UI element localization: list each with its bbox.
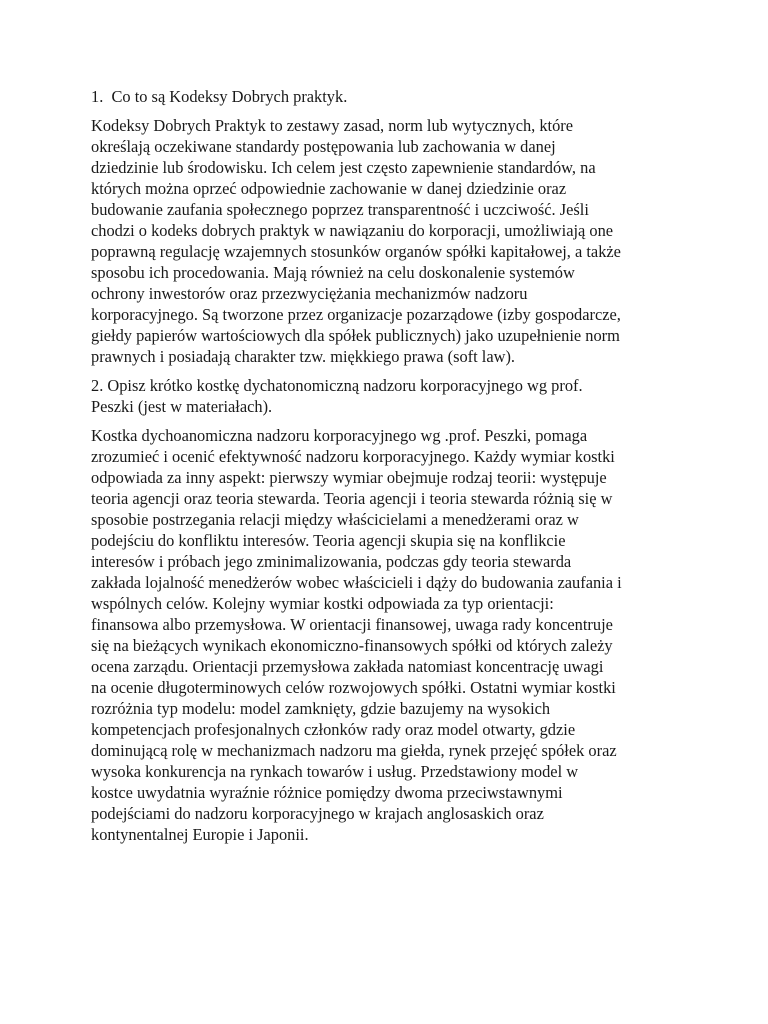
answer-line: interesów i próbach jego zminimalizowania, podczas gdy teoria stewarda [91, 552, 572, 571]
answer-line: Kodeksy Dobrych Praktyk to zestawy zasad, norm lub wytycznych, które [91, 116, 574, 135]
answer-line: wysoka konkurencja na rynkach towarów i usług. Przedstawiony model w [91, 762, 579, 781]
answer-line: teoria agencji oraz teoria stewarda. Teoria agencji i teoria stewarda różnią się w [91, 489, 613, 508]
answer-line: podejściu do konfliktu interesów. Teoria agencji skupia się na konflikcie [91, 531, 566, 550]
answer-line: ochrony inwestorów oraz przezwyciężania mechanizmów nadzoru [91, 284, 528, 303]
answer-line: kompetencjach profesjonalnych członków rady oraz model otwarty, gdzie [91, 720, 576, 739]
question-2-heading-line: 2. Opisz krótko kostkę dychatonomiczną nadzoru korporacyjnego wg prof. [91, 376, 583, 395]
answer-line: określają oczekiwane standardy postępowania lub zachowania w danej [91, 137, 556, 156]
answer-line: rozróżnia typ modelu: model zamknięty, gdzie bazujemy na wysokich [91, 699, 551, 718]
answer-line: sposobie postrzegania relacji między właścicielami a menedżerami oraz w [91, 510, 579, 529]
answer-line: sposobu ich procedowania. Mają również na celu doskonalenie systemów [91, 263, 575, 282]
document-page [91, 86, 683, 853]
answer-line: kontynentalnej Europie i Japonii. [91, 825, 309, 844]
answer-line: ocena zarządu. Orientacji przemysłowa zakłada natomiast koncentrację uwagi [91, 657, 604, 676]
question-1-heading: 1. Co to są Kodeksy Dobrych praktyk. [91, 87, 348, 106]
answer-line: odpowiada za inny aspekt: pierwszy wymiar obejmuje rodzaj teorii: występuje [91, 468, 607, 487]
question-2-answer [91, 425, 683, 845]
answer-line: prawnych i posiadają charakter tzw. miękkiego prawa (soft law). [91, 347, 516, 366]
answer-line: Kostka dychoanomiczna nadzoru korporacyjnego wg .prof. Peszki, pomaga [91, 426, 588, 445]
answer-line: dominującą rolę w mechanizmach nadzoru ma giełda, rynek przejęć spółek oraz [91, 741, 617, 760]
answer-line: się na bieżących wynikach ekonomiczno-finansowych spółki od których zależy [91, 636, 613, 655]
answer-line: giełdy papierów wartościowych dla spółek publicznych) jako uzupełnienie norm [91, 326, 620, 345]
question-2-heading [91, 375, 683, 417]
question-2-heading-line: Peszki (jest w materiałach). [91, 397, 273, 416]
answer-line: zrozumieć i ocenić efektywność nadzoru korporacyjnego. Każdy wymiar kostki [91, 447, 615, 466]
question-1-answer [91, 115, 683, 367]
answer-line: kostce uwydatnia wyraźnie różnice pomiędzy dwoma przeciwstawnymi [91, 783, 563, 802]
answer-line: finansowa albo przemysłowa. W orientacji finansowej, uwaga rady koncentruje [91, 615, 613, 634]
answer-line: których można oprzeć odpowiednie zachowanie w danej dziedzinie oraz [91, 179, 567, 198]
answer-line: podejściami do nadzoru korporacyjnego w krajach anglosaskich oraz [91, 804, 544, 823]
answer-line: dziedzinie lub środowisku. Ich celem jest często zapewnienie standardów, na [91, 158, 596, 177]
answer-line: korporacyjnego. Są tworzone przez organizacje pozarządowe (izby gospodarcze, [91, 305, 621, 324]
answer-line: poprawną regulację wzajemnych stosunków organów spółki kapitałowej, a także [91, 242, 621, 261]
answer-line: zakłada lojalność menedżerów wobec właścicieli i dąży do budowania zaufania i [91, 573, 622, 592]
answer-line: na ocenie długoterminowych celów rozwojowych spółki. Ostatni wymiar kostki [91, 678, 616, 697]
answer-line: budowanie zaufania społecznego poprzez transparentność i uczciwość. Jeśli [91, 200, 589, 219]
answer-line: chodzi o kodeks dobrych praktyk w nawiązaniu do korporacji, umożliwiają one [91, 221, 614, 240]
answer-line: wspólnych celów. Kolejny wymiar kostki odpowiada za typ orientacji: [91, 594, 554, 613]
